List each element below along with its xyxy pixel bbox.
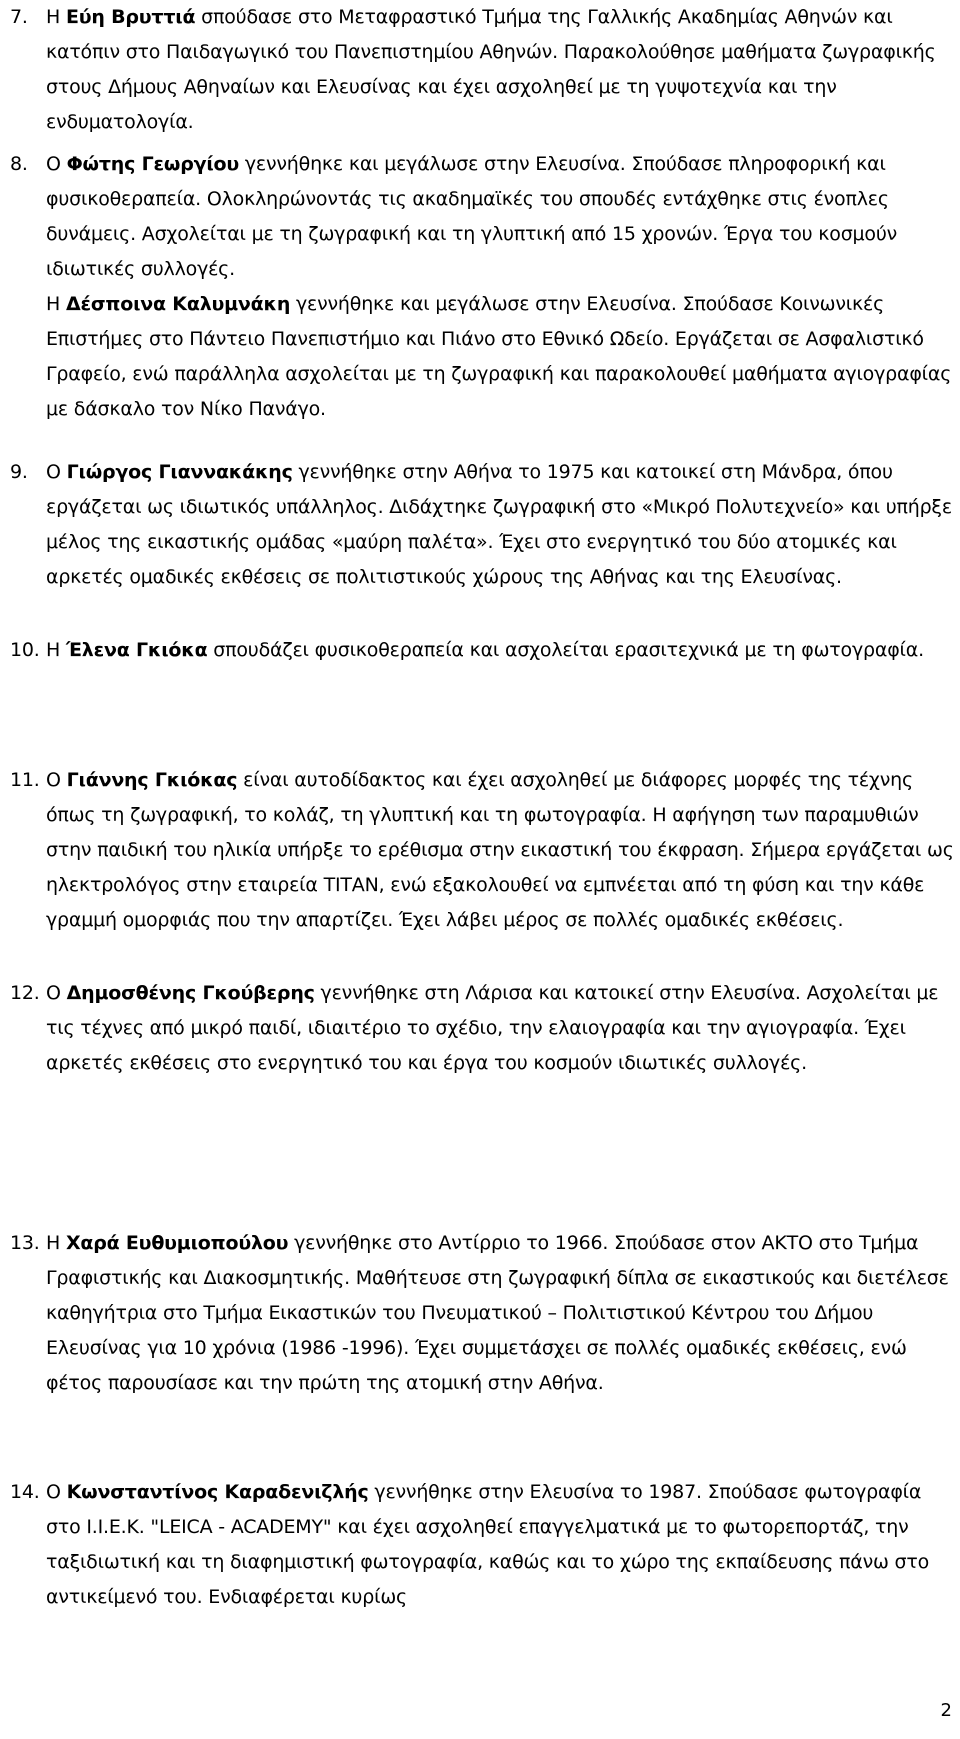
entry-number: 9. [10,461,28,483]
entry-article: Η [46,293,66,315]
entry-paragraph [46,763,958,938]
entry-paragraph [46,147,958,287]
entry-paragraph [46,633,958,668]
entry-body: σπούδασε στο Μεταφραστικό Τμήμα της Γαλλικής Ακαδημίας Αθηνών και κατόπιν στο Παιδαγωγικό του Πανεπιστημίου Αθηνών. Παρακολούθησε μαθήματα ζωγραφικής στους Δήμους Αθηναίων και Ελευσίνας και έχει ασχοληθεί με τη γυψοτεχνία και την ενδυματολογία. [46,6,936,133]
entry-paragraph [46,976,958,1081]
entry-article: Ο [46,153,67,175]
entry-paragraph [46,455,958,595]
person-name: Φώτης Γεωργίου [66,153,240,175]
entry-article: Ο [46,461,67,483]
entry-article: Η [46,6,66,28]
entry-number: 12. [10,982,40,1004]
entry-text [46,0,958,140]
entry-article: Ο [46,982,67,1004]
entry-text [46,633,958,668]
entry-number: 14. [10,1481,40,1503]
entry-paragraph [46,0,958,140]
entry-article: Η [46,1232,66,1254]
entry-text [46,976,958,1081]
entry-body: γεννήθηκε στην Αθήνα το 1975 και κατοικεί στη Μάνδρα, όπου εργάζεται ως ιδιωτικός υπάλληλος. Διδάχτηκε ζωγραφική στο «Μικρό Πολυτεχνείο» και υπήρξε μέλος της εικαστικής ομάδας «μαύρη παλέτα». Έχει στο ενεργητικό του δύο ατομικές και αρκετές ομαδικές εκθέσεις σε πολιτιστικούς χώρους της Αθήνας και της Ελευσίνας. [46,461,952,588]
entry-text [46,1226,958,1401]
entry-article: Ο [46,769,67,791]
entry-number: 13. [10,1232,40,1254]
entry-number: 7. [10,6,28,28]
page-number: 2 [940,1700,952,1721]
person-name: Έλενα Γκιόκα [65,639,208,661]
entry-text [46,763,958,938]
entry-number: 10. [10,639,40,661]
person-name: Δημοσθένης Γκούβερης [66,982,315,1004]
entry-text [46,1475,958,1615]
person-name: Εύη Βρυττιά [65,6,196,28]
entry-text [46,455,958,595]
entry-text [46,147,958,427]
person-name: Κωνσταντίνος Καραδενιζλής [66,1481,369,1503]
person-name: Γιώργος Γιαννακάκης [66,461,293,483]
entry-article: Η [46,639,66,661]
entry-body: γεννήθηκε στην Ελευσίνα το 1987. Σπούδασε φωτογραφία στο Ι.Ι.Ε.Κ. "LEICA - ACADEMY" και έχει ασχοληθεί επαγγελματικά με το φωτορεπορτάζ, την ταξιδιωτική και τη διαφημιστική φωτογραφία, καθώς και το χώρο της εκπαίδευσης πάνω στο αντικείμενό του. Ενδιαφέρεται κυρίως [46,1481,930,1608]
entry-body: γεννήθηκε στο Αντίρριο το 1966. Σπούδασε στον ΑΚΤΟ στο Τμήμα Γραφιστικής και Διακοσμητικής. Μαθήτευσε στη ζωγραφική δίπλα σε εικαστικούς και διετέλεσε καθηγήτρια στο Τμήμα Εικαστικών του Πνευματικού – Πολιτιστικού Κέντρου του Δήμου Ελευσίνας για 10 χρόνια (1986 -1996). Έχει συμμετάσχει σε πολλές ομαδικές εκθέσεις, ενώ φέτος παρουσίασε και την πρώτη της ατομική στην Αθήνα. [46,1232,949,1394]
entry-number: 11. [10,769,40,791]
entry-body: γεννήθηκε στη Λάρισα και κατοικεί στην Ελευσίνα. Ασχολείται με τις τέχνες από μικρό παιδί, ιδιαιτέριο το σχέδιο, την ελαιογραφία και την αγιογραφία. Έχει αρκετές εκθέσεις στο ενεργητικό του και έργα του κοσμούν ιδιωτικές συλλογές. [46,982,939,1074]
entry-body: γεννήθηκε και μεγάλωσε στην Ελευσίνα. Σπούδασε πληροφορική και φυσικοθεραπεία. Ολοκληρώνοντάς τις ακαδημαϊκές του σπουδές εντάχθηκε στις ένοπλες δυνάμεις. Ασχολείται με τη ζωγραφική και τη γλυπτική από 15 χρονών. Έργα του κοσμούν ιδιωτικές συλλογές. [46,153,898,280]
person-name: Χαρά Ευθυμιοπούλου [65,1232,289,1254]
entry-body: σπουδάζει φυσικοθεραπεία και ασχολείται ερασιτεχνικά με τη φωτογραφία. [207,639,924,661]
entry-paragraph [46,1226,958,1401]
entry-paragraph [46,1475,958,1615]
entry-body: είναι αυτοδίδακτος και έχει ασχοληθεί με διάφορες μορφές της τέχνης όπως τη ζωγραφική, το κολάζ, τη γλυπτική και τη φωτογραφία. Η αφήγηση των παραμυθιών στην παιδική του ηλικία υπήρξε το ερέθισμα στην εικαστική του έκφραση. Σήμερα εργάζεται ως ηλεκτρολόγος στην εταιρεία ΤΙΤΑΝ, ενώ εξακολουθεί να εμπνέεται από τη φύση και την κάθε γραμμή ομορφιάς που την απαρτίζει. Έχει λάβει μέρος σε πολλές ομαδικές εκθέσεις. [46,769,954,931]
person-name: Δέσποινα Καλυμνάκη [65,293,291,315]
entry-paragraph [46,287,958,427]
entry-number: 8. [10,153,28,175]
entry-article: Ο [46,1481,67,1503]
person-name: Γιάννης Γκιόκας [66,769,238,791]
entry-body: γεννήθηκε και μεγάλωσε στην Ελευσίνα. Σπούδασε Κοινωνικές Επιστήμες στο Πάντειο Πανεπιστήμιο και Πιάνο στο Εθνικό Ωδείο. Εργάζεται σε Ασφαλιστικό Γραφείο, ενώ παράλληλα ασχολείται με τη ζωγραφική και παρακολουθεί μαθήματα αγιογραφίας με δάσκαλο τον Νίκο Πανάγο. [46,293,952,420]
